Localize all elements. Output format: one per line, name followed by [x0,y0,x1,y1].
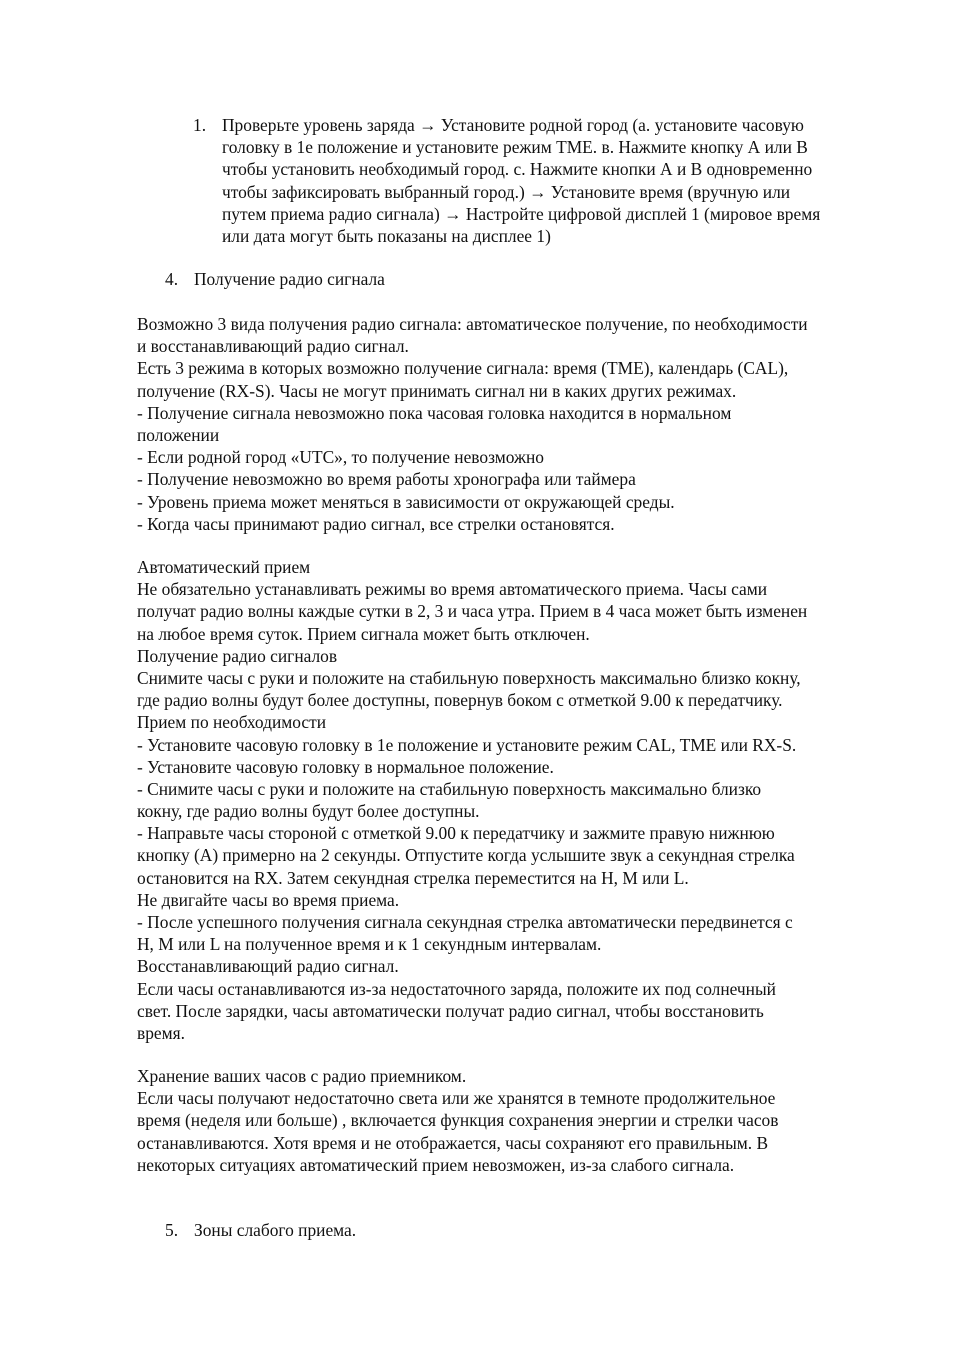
text-line: время. [137,1022,185,1043]
text-line: Снимите часы с руки и положите на стабильную поверхность максимально близко кокну, [137,667,801,688]
text-line: - Установите часовую головку в 1е положение и установите режим CAL, TME или RX-S. [137,734,797,755]
text-line: положении [137,424,220,445]
text-line: Возможно 3 вида получения радио сигнала: автоматическое получение, по необходимости [137,314,808,334]
text-line: Хранение ваших часов с радио приемником. [137,1066,467,1086]
text-line: где радио волны будут более доступны, повернув боком с отметкой 9.00 к передатчику. [137,690,783,711]
text-line: - Установите часовую головку в нормальное положение. [137,756,554,777]
text-line: Автоматический прием [137,557,311,577]
section-heading-weak-zones: Зоны слабого приема. [194,1220,357,1240]
text-line: или дата могут быть показаны на дисплее 1) [222,225,551,246]
text-line: Восстанавливающий радио сигнал. [137,956,399,977]
paragraph-automatic [137,556,807,1044]
text-line: - Когда часы принимают радио сигнал, все стрелки остановятся. [137,513,615,534]
text-line: Получение радио сигналов [137,645,338,666]
text-line: Есть 3 режима в которых возможно получение сигнала: время (TME), календарь (CAL), [137,358,789,379]
text-line: некоторых ситуациях автоматический прием невозможен, из-за слабого сигнала. [137,1154,735,1175]
text-line: и восстанавливающий радио сигнал. [137,336,409,357]
text-line: свет. После зарядки, часы автоматически получат радио сигнал, чтобы восстановить [137,1000,764,1021]
text-line: - Направьте часы стороной с отметкой 9.00 к передатчику и зажмите правую нижнюю [137,823,775,844]
paragraph-storage [137,1065,778,1176]
text-line: Не обязательно устанавливать режимы во время автоматического приема. Часы сами [137,579,768,600]
text-line: получат радио волны каждые сутки в 2, 3 и часа утра. Прием в 4 часа может быть изменен [137,601,808,622]
list-number-5: 5. [165,1220,179,1240]
text-line: кокну, где радио волны будут более доступны. [137,801,480,822]
text-line: H, M или L на полученное время и к 1 секундным интервалам. [137,934,602,955]
text-line: Прием по необходимости [137,712,327,733]
text-line: Если часы получают недостаточно света или же хранятся в темноте продолжительное [137,1088,776,1109]
text-line: останавливаются. Хотя время и не отображается, часы сохраняют его правильным. В [137,1132,769,1153]
text-line: время (неделя или больше) , включается функция сохранения энергии и стрелки часов [137,1110,779,1131]
text-line: - После успешного получения сигнала секундная стрелка автоматически передвинется с [137,912,793,932]
text-line: - Снимите часы с руки и положите на стабильную поверхность максимально близко [137,778,762,799]
text-line: - Уровень приема может меняться в зависимости от окружающей среды. [137,491,675,512]
paragraph-reception [137,313,808,535]
text-line: - Получение сигнала невозможно пока часовая головка находится в нормальном [137,402,732,423]
list-item-1 [222,114,820,247]
text-line: Не двигайте часы во время приема. [137,889,400,910]
text-line: на любое время суток. Прием сигнала может быть отключен. [137,623,590,644]
section-heading-radio: Получение радио сигнала [194,269,385,289]
text-line: чтобы зафиксировать выбранный город.) → Установите время (вручную или [222,181,791,202]
text-line: Если часы останавливаются из-за недостаточного заряда, положите их под солнечный [137,978,776,999]
text-line: чтобы установить необходимый город. с. Нажмите кнопки А и В одновременно [222,159,813,180]
text-line: Проверьте уровень заряда → Установите родной город (а. установите часовую [222,115,804,135]
text-line: остановится на RX. Затем секундная стрелка переместится на H, M или L. [137,867,689,888]
text-line: головку в 1е положение и установите режим TME. в. Нажмите кнопку А или В [222,137,808,158]
list-number-1: 1. [193,115,207,135]
text-line: - Получение невозможно во время работы хронографа или таймера [137,469,636,490]
text-line: получение (RX-S). Часы не могут принимать сигнал ни в каких других режимах. [137,380,737,401]
text-line: путем приема радио сигнала) → Настройте цифровой дисплей 1 (мировое время [222,203,821,224]
text-line: - Если родной город «UTC», то получение невозможно [137,447,544,468]
text-line: кнопку (А) примерно на 2 секунды. Отпустите когда услышите звук а секундная стрелка [137,845,795,866]
list-number-4: 4. [165,269,179,289]
